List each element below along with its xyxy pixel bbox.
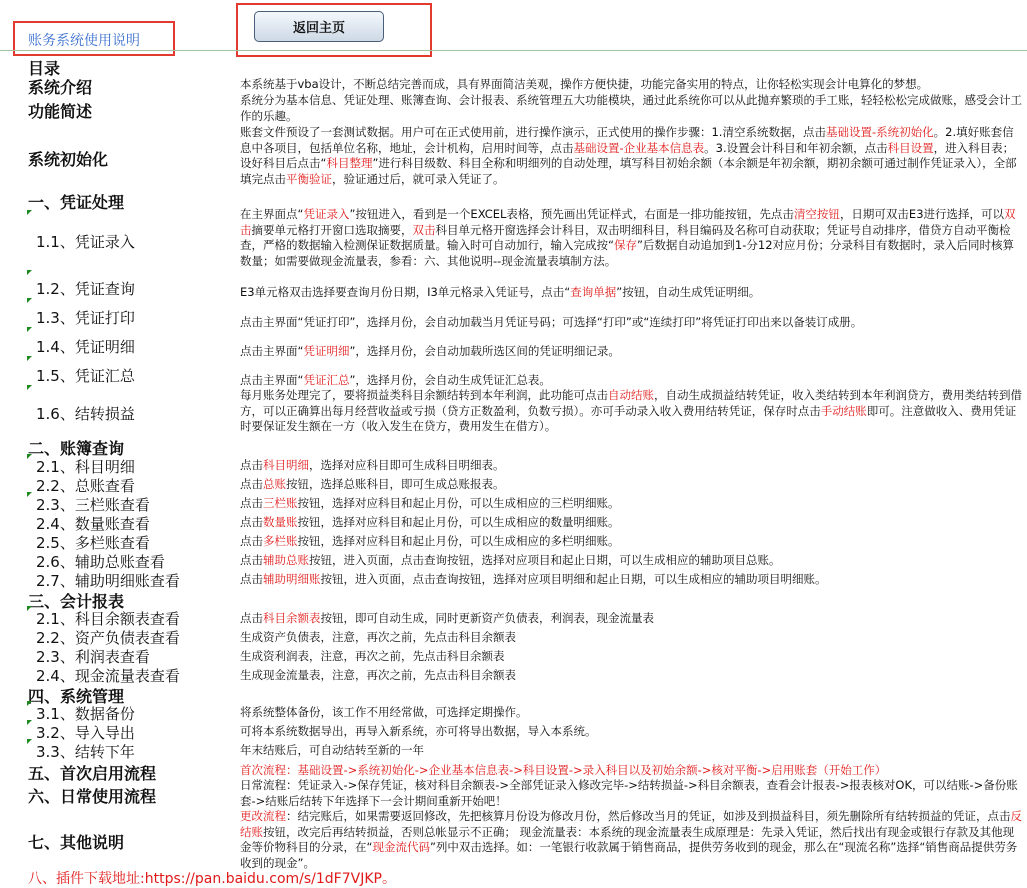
desc-first-use: 首次流程：基础设置->系统初始化->企业基本信息表->科目设置->录入科目以及初始余额->核对平衡->启用账套（开始工作） xyxy=(240,763,887,777)
cell-comment-marker xyxy=(27,492,32,497)
toc-section-daily-use[interactable]: 六、日常使用流程 xyxy=(28,787,157,806)
desc-cash-flow: 生成现金流量表，注意，再次之前，先点击科目余额表 xyxy=(240,668,516,682)
toc-item-subject-detail[interactable]: 2.1、科目明细 xyxy=(36,458,135,476)
toc-section-ledger[interactable]: 二、账簿查询 xyxy=(28,439,125,458)
toc-item-voucher-query[interactable]: 1.2、凭证查询 xyxy=(36,280,135,298)
cell-comment-marker xyxy=(27,701,32,706)
desc-three-column: 点击三栏账按钮，选择对应科目和起止月份，可以生成相应的三栏明细账。 xyxy=(240,496,620,510)
toc-item-general-ledger[interactable]: 2.2、总账查看 xyxy=(36,477,135,495)
cell-comment-marker xyxy=(27,720,32,725)
toc-item-import-export[interactable]: 3.2、导入导出 xyxy=(36,724,135,742)
cell-comment-marker xyxy=(27,739,32,744)
desc-daily: 日常流程：凭证录入->保存凭证，核对科目余额表->全部凭证录入修改完毕->结转损益->科目余额表，查看会计报表->报表核对OK，可以结账->备份账套->结账后结转下年选择下一会计期间重新开始吧！ xyxy=(240,778,1018,808)
desc-income-statement: 生成资利润表，注意，再次之前，先点击科目余额表 xyxy=(240,649,505,663)
toc-item-aux-general[interactable]: 2.6、辅助总账查看 xyxy=(36,553,165,571)
link-subject-organize[interactable]: 科目整理 xyxy=(326,156,373,171)
desc-import-export: 可将本系统数据导出，再导入新系统，亦可将导出数据，导入本系统。 xyxy=(240,724,597,738)
toc-item-cash-flow[interactable]: 2.4、现金流量表查看 xyxy=(36,667,180,685)
desc-year-end: 年末结账后，可自动结转至新的一年 xyxy=(240,743,424,757)
desc-voucher-detail: 点击主界面“凭证明细”，选择月份，会自动加载所选区间的凭证明细记录。 xyxy=(240,344,620,358)
desc-subject-detail: 点击科目明细，选择对应科目即可生成科目明细表。 xyxy=(240,458,505,472)
cell-comment-marker xyxy=(27,454,32,459)
desc-intro: 本系统基于vba设计，不断总结完善而成，具有界面简洁美观，操作方便快捷，功能完备实用的特点，让你轻松实现会计电算化的梦想。 xyxy=(240,77,929,91)
toc-item-quantity-ledger[interactable]: 2.4、数量账查看 xyxy=(36,515,150,533)
toc-item-aux-detail[interactable]: 2.7、辅助明细账查看 xyxy=(36,572,180,590)
toc-section-system[interactable]: 四、系统管理 xyxy=(28,687,125,706)
desc-subject-balance: 点击科目余额表按钮，即可自动生成，同时更新资产负债表，利润表，现金流量表 xyxy=(240,611,654,625)
link-system-init[interactable]: 基础设置-系统初始化 xyxy=(825,125,934,139)
toc-item-multi-column[interactable]: 2.5、多栏账查看 xyxy=(36,534,150,552)
link-subject-setup[interactable]: 科目设置 xyxy=(887,140,934,155)
back-to-home-button[interactable]: 返回主页 xyxy=(254,11,384,42)
cell-comment-marker xyxy=(27,327,32,332)
cell-comment-marker xyxy=(27,210,32,215)
header-divider xyxy=(0,50,1027,51)
toc-section-first-use[interactable]: 五、首次启用流程 xyxy=(28,764,157,783)
toc-item-backup[interactable]: 3.1、数据备份 xyxy=(36,705,135,723)
page-title[interactable]: 账务系统使用说明 xyxy=(28,33,140,49)
toc-section-other[interactable]: 七、其他说明 xyxy=(28,833,125,852)
cell-comment-marker xyxy=(27,385,32,390)
toc-section-reports[interactable]: 三、会计报表 xyxy=(28,592,125,611)
toc-item-voucher-entry[interactable]: 1.1、凭证录入 xyxy=(36,233,135,251)
desc-profit-loss: 每月账务处理完了，要将损益类科目余额结转到本年利润，此功能可点击自动结账，自动生成损益结转凭证，收入类结转到本年利润贷方，费用类结转到借方，可以正确算出每月经营收益或亏损（贷方正数盈利，负数亏损）。亦可手动录入收入费用结转凭证，保存时点击手动结账即可。注意做收入、费用凭证时要保证发生额在一方（收入发生在贷方，费用发生在借方）。 xyxy=(240,388,1022,434)
desc-voucher-print: 点击主界面“凭证打印”，选择月份，会自动加载当月凭证号码；可选择“打印”或“连续打印”将凭证打印出来以备装订成册。 xyxy=(240,315,863,329)
desc-balance-sheet: 生成资产负债表，注意，再次之前，先点击科目余额表 xyxy=(240,630,516,644)
toc-item-balance-sheet-subject[interactable]: 2.1、科目余额表查看 xyxy=(36,610,180,628)
toc-features[interactable]: 功能简述 xyxy=(28,102,93,121)
toc-system-intro[interactable]: 系统介绍 xyxy=(28,78,93,97)
toc-item-voucher-detail[interactable]: 1.4、凭证明细 xyxy=(36,338,135,356)
toc-item-income-statement[interactable]: 2.3、利润表查看 xyxy=(36,648,150,666)
desc-init: 账套文件预设了一套测试数据。用户可在正式使用前，进行操作演示，正式使用的操作步骤：1.清空系统数据，点击基础设置-系统初始化。2.填好账套信息中各项目，包括单位名称，地址，会计机构，启用时间等，点击基础设置-企业基本信息表。3.设置会计科目和年初余额，点击科目设置，进入科目表；设好科目后点击“科目整理”进行科目级数、科目全称和明细列的自动处理，填写科目初始余额（本余额是年初余额，期初余额可通过制作凭证录入），全部填完点击平衡验证，验证通过后，就可录入凭证了。 xyxy=(240,125,1017,186)
download-link[interactable]: 八、插件下载地址:https://pan.baidu.com/s/1dF7VJKP。 xyxy=(28,871,396,887)
toc-section-voucher[interactable]: 一、凭证处理 xyxy=(28,193,125,212)
link-balance-check[interactable]: 平衡验证 xyxy=(286,171,332,186)
toc-item-balance-sheet[interactable]: 2.2、资产负债表查看 xyxy=(36,629,180,647)
desc-aux-general: 点击辅助总账按钮，进入页面，点击查询按钮，选择对应项目和起止日期，可以生成相应的辅助项目总账。 xyxy=(240,553,781,567)
toc-heading: 目录 xyxy=(28,59,61,78)
toc-system-init[interactable]: 系统初始化 xyxy=(28,150,109,169)
desc-backup: 将系统整体备份，该工作不用经常做，可选择定期操作。 xyxy=(240,705,528,719)
desc-general-ledger: 点击总账按钮，选择总账科目，即可生成总账报表。 xyxy=(240,477,505,491)
cell-comment-marker xyxy=(27,270,32,275)
toc-item-voucher-summary[interactable]: 1.5、凭证汇总 xyxy=(36,367,135,385)
cell-comment-marker xyxy=(27,606,32,611)
toc-item-profit-loss[interactable]: 1.6、结转损益 xyxy=(36,405,135,423)
desc-aux-detail: 点击辅助明细账按钮，进入页面，点击查询按钮，选择对应项目明细和起止日期，可以生成相应的辅助项目明细账。 xyxy=(240,572,827,586)
cell-comment-marker xyxy=(27,356,32,361)
desc-features: 系统分为基本信息、凭证处理、账簿查询、会计报表、系统管理五大功能模块，通过此系统你可以从此抛弃繁琐的手工账，轻轻松松完成做账，感受会计工作的乐趣。 xyxy=(240,93,1022,123)
toc-item-voucher-print[interactable]: 1.3、凭证打印 xyxy=(36,309,135,327)
desc-voucher-query: E3单元格双击选择要查询月份日期，I3单元格录入凭证号，点击“查询单据”按钮，自动生成凭证明细。 xyxy=(240,285,761,299)
desc-other: 更改流程：结完账后，如果需要返回修改，先把核算月份设为修改月份，然后修改当月的凭证，如涉及到损益科目，须先删除所有结转损益的凭证，点击反结账按钮，改完后再结转损益，否则总帐显示不正确； 现金流量表：本系统的现金流量表生成原理是：先录入凭证，然后找出有现金或银行存款及其他现金等价物科目的分录，在“现金流代码”列中双击选择。如：一笔银行收款属于销售商品，提供劳务收到的现金，那么在“现流名称”选择“销售商品提供劳务收到的现金”。 xyxy=(240,809,1022,870)
cell-comment-marker xyxy=(27,298,32,303)
desc-voucher-entry: 在主界面点“凭证录入”按钮进入，看到是一个EXCEL表格，预先画出凭证样式，右面是一排功能按钮，先点击清空按钮，日期可双击E3进行选择，可以双击摘要单元格打开窗口选取摘要，双击科目单元格开窗选择会计科目，双击明细科目，科目编码及名称可自动获取；凭证号自动排序，借贷方自动平衡检查，严格的数据输入检测保证数据质量。输入时可自动加行，输入完成按“保存”后数据自动追加到1-分12对应月份；分录科目有数据时，录入后同时核算数量；如需要做现金流量表，参看：六、其他说明--现金流量表填制方法。 xyxy=(240,207,1016,268)
toc-item-year-end[interactable]: 3.3、结转下年 xyxy=(36,743,135,761)
desc-multi-column: 点击多栏账按钮，选择对应科目和起止月份，可以生成相应的多栏明细账。 xyxy=(240,534,620,548)
desc-voucher-summary: 点击主界面“凭证汇总”，选择月份，会自动生成凭证汇总表。 xyxy=(240,373,551,387)
desc-quantity-ledger: 点击数量账按钮，选择对应科目和起止月份，可以生成相应的数量明细账。 xyxy=(240,515,620,529)
link-company-info[interactable]: 基础设置-企业基本信息表 xyxy=(573,140,705,155)
toc-item-three-column[interactable]: 2.3、三栏账查看 xyxy=(36,496,150,514)
